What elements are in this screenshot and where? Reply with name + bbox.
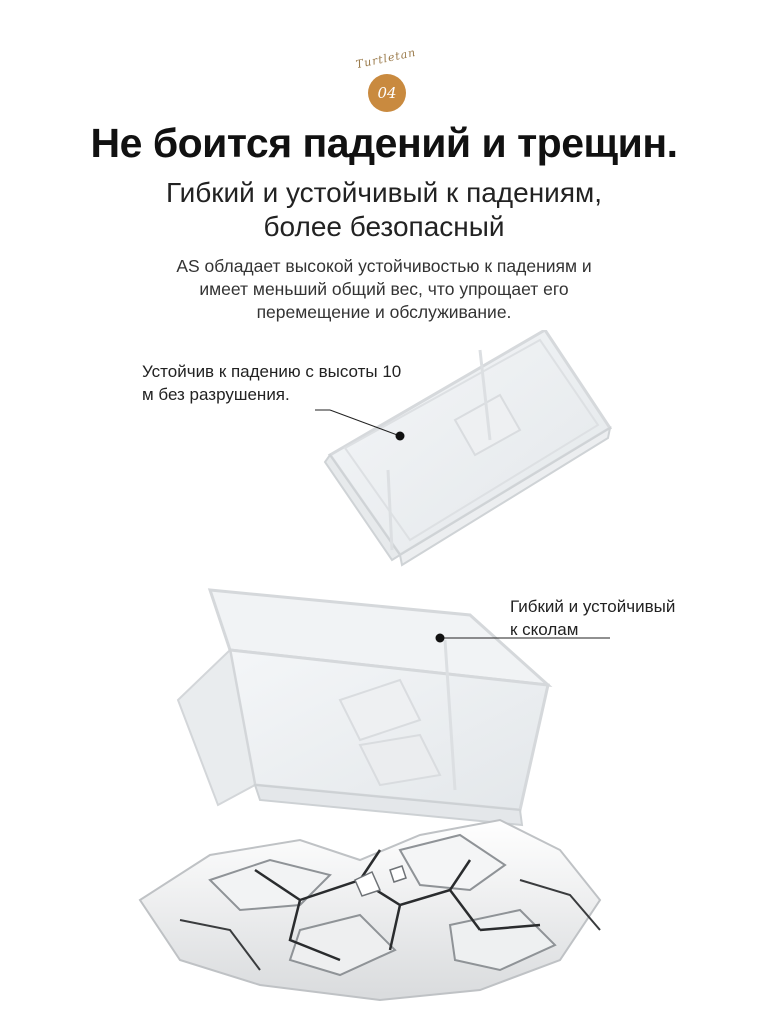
callout-chip-resistance [510, 595, 750, 641]
callout-2-dot [436, 634, 445, 643]
description-line-3: перемещение и обслуживание. [256, 302, 512, 322]
brand-script-text: Turtletan [354, 45, 418, 72]
callout-1-dot [396, 432, 405, 441]
badge-number: 04 [368, 74, 406, 112]
callout-1-leader-line [330, 410, 400, 436]
callout-1-line-1: Устойчив к падению с высоты 10 [142, 362, 402, 381]
callout-1-line-2: м без разрушения. [142, 385, 290, 404]
callout-2-line-1: Гибкий и устойчивый [510, 597, 676, 616]
callout-2-line-2: к сколам [510, 620, 579, 639]
subheadline-line-2: более безопасный [263, 211, 505, 242]
description-line-2: имеет меньший общий вес, что упрощает его [199, 279, 569, 299]
description-line-1: AS обладает высокой устойчивостью к падениям и [176, 256, 592, 276]
subheadline-line-1: Гибкий и устойчивый к падениям, [165, 177, 603, 208]
page-title: Не боится падений и трещин. [90, 120, 678, 166]
